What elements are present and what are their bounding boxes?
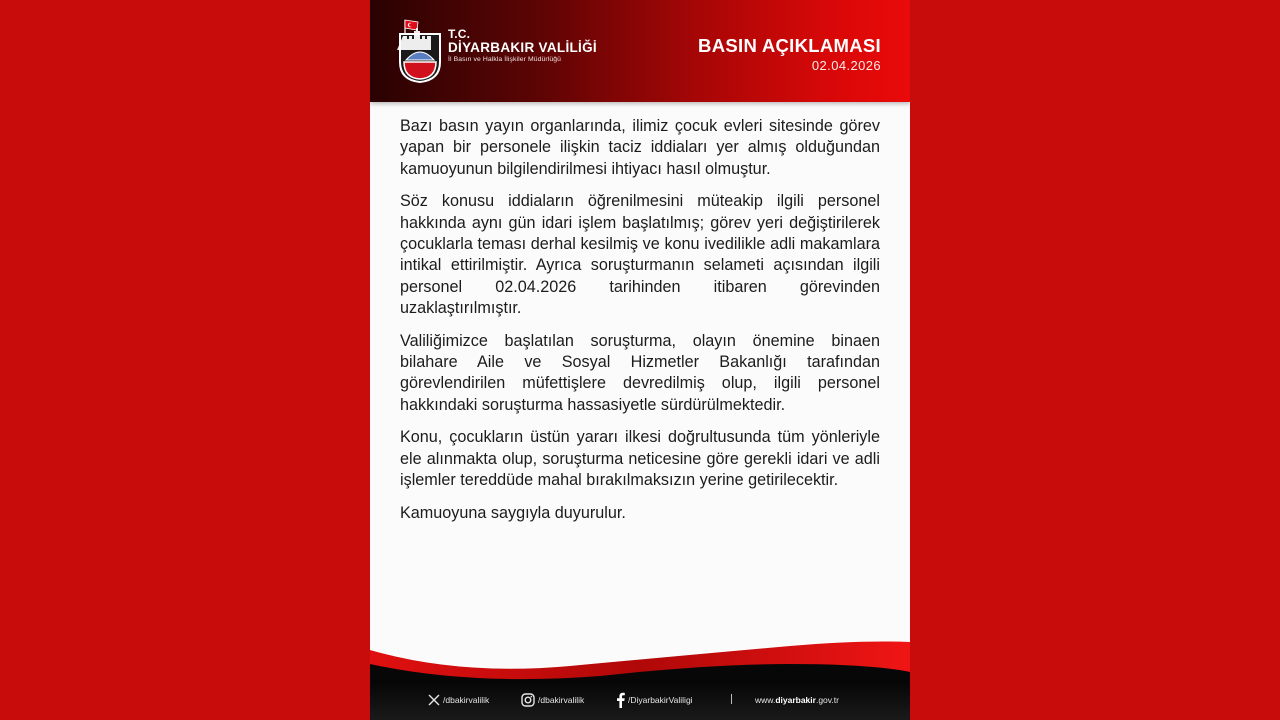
org-line-department: İl Basın ve Halkla İlişkiler Müdürlüğü	[448, 56, 561, 63]
website-prefix: www.	[755, 695, 776, 705]
document-title: BASIN AÇIKLAMASI	[698, 35, 881, 56]
x-twitter-icon	[428, 694, 440, 706]
org-line-tc: T.C.	[448, 27, 471, 41]
statement-body	[400, 116, 880, 536]
facebook-handle: /DiyarbakirValiligi	[628, 695, 693, 705]
x-handle: /dbakirvalilik	[443, 695, 490, 705]
footer-wave-decoration	[370, 636, 910, 686]
paragraph-1: Bazı basın yayın organlarında, ilimiz çocuk evleri sitesinde görev yapan bir personele ilişkin taciz iddiaları yer almış olduğundan kamuoyunun bilgilendirilmesi ihtiyacı hasıl olmuştur.	[400, 117, 880, 178]
website-domain: diyarbakir	[775, 695, 816, 705]
poster-header	[370, 0, 910, 102]
footer-bar	[370, 680, 910, 720]
social-instagram[interactable]	[521, 692, 584, 708]
organization-name	[448, 28, 597, 64]
press-release-poster	[370, 0, 910, 720]
social-facebook[interactable]	[616, 692, 693, 708]
document-date: 02.04.2026	[811, 58, 881, 73]
website-suffix: .gov.tr	[815, 695, 839, 705]
paragraph-4: Konu, çocukların üstün yararı ilkesi doğrultusunda tüm yönleriyle ele alınmakta olup, soruşturma neticesine göre gerekli idari ve adli işlemler tereddüde mahal bırakılmaksızın yerine getirilecektir.	[400, 428, 880, 489]
governorship-logo-icon	[396, 18, 444, 84]
closing-line: Kamuoyuna saygıyla duyurulur.	[400, 503, 626, 522]
instagram-icon	[521, 693, 535, 707]
social-x[interactable]	[428, 692, 489, 708]
facebook-icon	[616, 692, 625, 708]
instagram-handle: /dbakirvalilik	[538, 695, 585, 705]
org-line-governorship: DİYARBAKIR VALİLİĞİ	[448, 40, 597, 55]
paragraph-2: Söz konusu iddiaların öğrenilmesini müteakip ilgili personel hakkında aynı gün idari işlem başlatılmış; görev yeri değiştirilerek çocuklarla teması derhal kesilmiş ve konu ivedilikle adli makamlara intikal ettirilmiştir. Ayrıca soruşturmanın selameti açısından ilgili personel 02.04.2026 tarihinden itibaren görevinden uzaklaştırılmıştır.	[400, 192, 880, 317]
title-block	[698, 36, 881, 74]
website-link[interactable]	[755, 693, 839, 707]
footer-divider	[731, 694, 732, 704]
paragraph-3: Valiliğimizce başlatılan soruşturma, olayın önemine binaen bilahare Aile ve Sosyal Hizmetler Bakanlığı tarafından görevlendirilen müfettişlere devredilmiş olup, ilgili personel hakkındaki soruşturma hassasiyetle sürdürülmektedir.	[400, 331, 880, 414]
